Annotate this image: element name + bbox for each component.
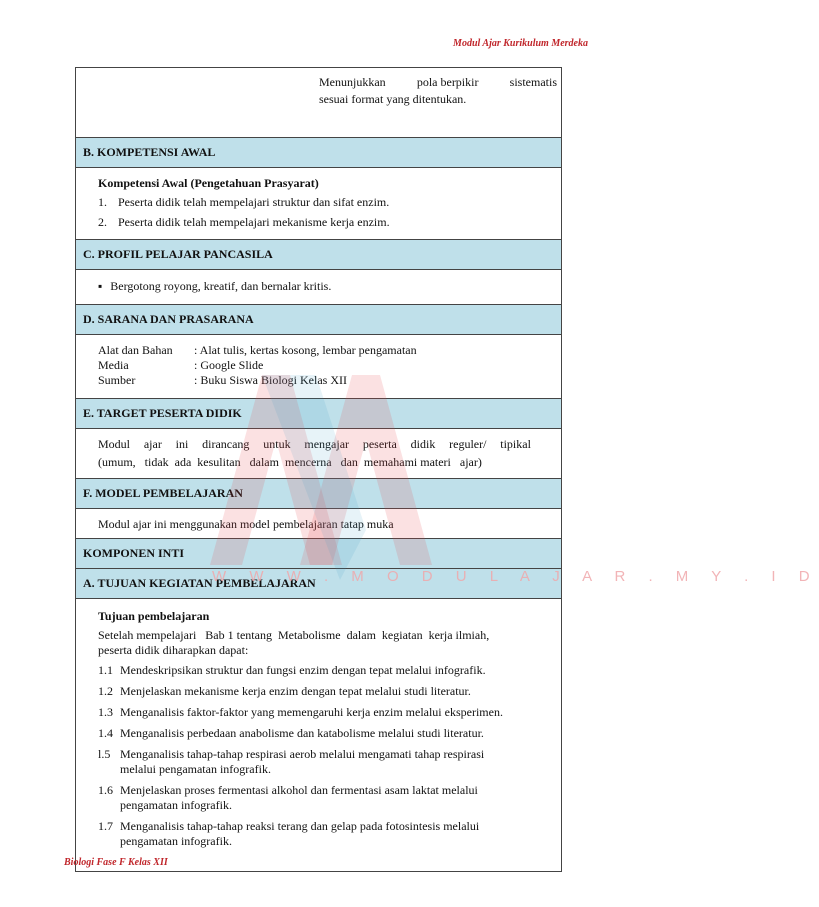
section-d-body (76, 335, 561, 399)
section-f-body (76, 509, 561, 539)
section-f-heading: F. MODEL PEMBELAJARAN (76, 479, 561, 509)
list-item: 1. Peserta didik telah mempelajari struktur dan sifat enzim. (98, 195, 390, 209)
objective-item: 1.1 Mendeskripsikan struktur dan fungsi enzim dengan tepat melalui infografik. (98, 663, 486, 677)
intro-line: peserta didik diharapkan dapat: (98, 643, 249, 657)
section-d-heading: D. SARANA DAN PRASARANA (76, 305, 561, 335)
continuation-text (319, 74, 557, 108)
objective-item: l.5 Menganalisis tahap-tahap respirasi aerob melalui mengamati tahap respirasi melalui pengamatan infografik. (98, 747, 485, 776)
continuation-line: sesuai format yang ditentukan. (319, 92, 467, 106)
section-a-body (76, 599, 561, 871)
module-table (75, 67, 562, 872)
watermark-text: W W W . M O D U L A J A R . M Y . I D (212, 568, 819, 585)
section-b-subtitle: Kompetensi Awal (Pengetahuan Prasyarat) (98, 176, 319, 190)
objective-item: 1.4 Menganalisis perbedaan anabolisme dan katabolisme melalui studi literatur. (98, 726, 484, 740)
objective-item: 1.6 Menjelaskan proses fermentasi alkohol dan fermentasi asam laktat melalui pengamatan infografik. (98, 783, 478, 812)
facility-row: Alat dan Bahan : Alat tulis, kertas kosong, lembar pengamatan (98, 343, 417, 357)
objective-item: 1.2 Menjelaskan mekanisme kerja enzim dengan tepat melalui studi literatur. (98, 684, 471, 698)
section-c-heading: C. PROFIL PELAJAR PANCASILA (76, 240, 561, 270)
bullet-item: ▪ Bergotong royong, kreatif, dan bernalar kritis. (98, 279, 561, 294)
facility-row: Media : Google Slide (98, 358, 264, 372)
target-line-2: (umum, tidak ada kesulitan dalam mencerna dan memahami materi ajar) (98, 455, 482, 469)
section-e-heading: E. TARGET PESERTA DIDIK (76, 399, 561, 429)
objective-item: 1.7 Menganalisis tahap-tahap reaksi terang dan gelap pada fotosintesis melalui pengamatan infografik. (98, 819, 480, 848)
section-b-heading: B. KOMPETENSI AWAL (76, 138, 561, 168)
intro-line: Setelah mempelajari Bab 1 tentang Metabolisme dalam kegiatan kerja ilmiah, (98, 628, 490, 642)
section-b-body (76, 168, 561, 240)
facility-row: Sumber : Buku Siswa Biologi Kelas XII (98, 373, 347, 387)
section-c-body (76, 270, 561, 305)
page-footer: Biologi Fase F Kelas XII (64, 857, 168, 868)
continuation-word: sistematis (509, 75, 557, 89)
model-text: Modul ajar ini menggunakan model pembelajaran tatap muka (98, 517, 394, 531)
page-header: Modul Ajar Kurikulum Merdeka (453, 38, 588, 49)
continuation-word: Menunjukkan (319, 75, 386, 89)
continuation-row (76, 68, 561, 138)
list-item: 2. Peserta didik telah mempelajari mekanisme kerja enzim. (98, 215, 390, 229)
section-a-heading: A. TUJUAN KEGIATAN PEMBELAJARAN (76, 569, 561, 599)
section-e-body (76, 429, 561, 479)
continuation-word: pola berpikir (416, 75, 479, 89)
target-line-1: Modul ajar ini dirancang untuk mengajar peserta didik reguler/ tipikal (98, 437, 531, 451)
section-a-subtitle: Tujuan pembelajaran (98, 609, 210, 623)
komponen-inti-heading: KOMPONEN INTI (76, 539, 561, 569)
objective-item: 1.3 Menganalisis faktor-faktor yang memengaruhi kerja enzim melalui eksperimen. (98, 705, 503, 719)
